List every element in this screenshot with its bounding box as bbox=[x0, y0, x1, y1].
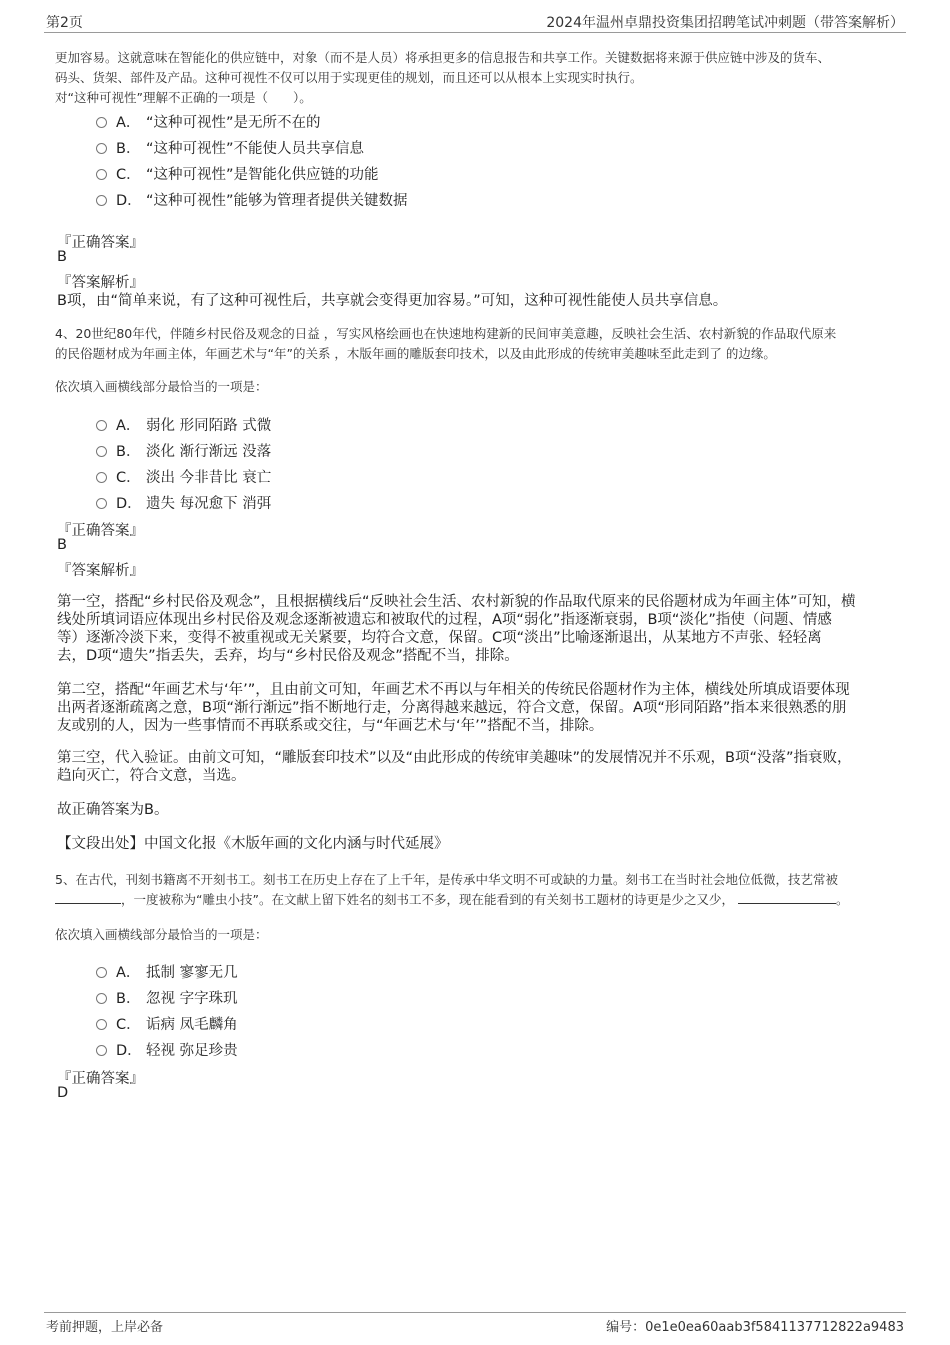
q3-answer: B bbox=[57, 249, 67, 265]
radio-icon[interactable] bbox=[96, 143, 107, 154]
q5-option-a[interactable]: A． 抵制 寥寥无几 bbox=[96, 961, 238, 981]
q4-stem-line-1: 4、20世纪80年代，伴随乡村民俗及观念的日益 ，写实风格绘画也在快速地构建新的民间审美意趣，反映社会生活、农村新貌的作品取代原来 bbox=[55, 326, 837, 341]
q4-answer-label: 『正确答案』 bbox=[57, 523, 144, 539]
page-footer bbox=[44, 1312, 906, 1335]
radio-icon[interactable] bbox=[96, 169, 107, 180]
q4-stem-line-2: 的民俗题材成为年画主体，年画艺术与“年”的关系 ，木版年画的雕版套印技术，以及由此形成的传统审美趣味至此走到了 的边缘。 bbox=[55, 346, 776, 361]
q4-analysis-label: 『答案解析』 bbox=[57, 563, 144, 579]
q5-prompt: 依次填入画横线部分最恰当的一项是： bbox=[55, 927, 268, 942]
radio-icon[interactable] bbox=[96, 117, 107, 128]
radio-icon[interactable] bbox=[96, 498, 107, 509]
q4-option-a[interactable]: A． 弱化 形同陌路 式微 bbox=[96, 414, 271, 434]
q3-option-c[interactable]: C． “这种可视性”是智能化供应链的功能 bbox=[96, 163, 379, 183]
q4-source: 【文段出处】中国文化报《木版年画的文化内涵与时代延展》 bbox=[57, 836, 449, 852]
q4-option-c[interactable]: C． 淡出 今非昔比 衰亡 bbox=[96, 466, 271, 486]
q3-analysis: B项，由“简单来说，有了这种可视性后，共享就会变得更加容易。”可知，这种可视性能使人员共享信息。 bbox=[57, 293, 728, 309]
q4-analysis-p3-line-2: 趋向灭亡，符合文意，当选。 bbox=[57, 768, 246, 784]
q5-option-d[interactable]: D． 轻视 弥足珍贵 bbox=[96, 1039, 238, 1059]
q5-answer-label: 『正确答案』 bbox=[57, 1071, 144, 1087]
radio-icon[interactable] bbox=[96, 993, 107, 1004]
radio-icon[interactable] bbox=[96, 472, 107, 483]
q4-analysis-p1-line-2: 线处所填词语应体现出乡村民俗及观念逐渐被遗忘和被取代的过程，A项“弱化”指逐渐衰弱，B项“淡化”指使（问题、情感 bbox=[57, 612, 832, 628]
q5-option-c[interactable]: C． 诟病 凤毛麟角 bbox=[96, 1013, 238, 1033]
q4-analysis-p3-line-1: 第三空，代入验证。由前文可知，“雕版套印技术”以及“由此形成的传统审美趣味”的发展情况并不乐观，B项“没落”指衰败， bbox=[57, 750, 852, 766]
q3-passage-line-2: 码头、货架、部件及产品。这种可视性不仅可以用于实现更佳的规划，而且还可以从根本上实现实时执行。 bbox=[55, 70, 643, 85]
q3-option-d[interactable]: D． “这种可视性”能够为管理者提供关键数据 bbox=[96, 189, 408, 209]
q5-answer: D bbox=[57, 1085, 69, 1101]
page-header bbox=[44, 12, 906, 33]
q5-stem-line-1: 5、在古代，刊刻书籍离不开刻书工。刻书工在历史上存在了上千年，是传承中华文明不可或缺的力量。刻书工在当时社会地位低微，技艺常被 bbox=[55, 872, 838, 887]
q4-analysis-p1-line-4: 去，D项“遗失”指丢失，丢弃，均与“乡村民俗及观念”搭配不当，排除。 bbox=[57, 648, 519, 664]
q3-option-b[interactable]: B． “这种可视性”不能使人员共享信息 bbox=[96, 137, 364, 157]
q4-analysis-p2-line-2: 出两者逐渐疏离之意，B项“渐行渐远”指不断地行走，分离得越来越远，符合文意，保留。A项“形同陌路”指本来很熟悉的朋 bbox=[57, 700, 847, 716]
q4-option-b[interactable]: B． 淡化 渐行渐远 没落 bbox=[96, 440, 271, 460]
q5-blank-1 bbox=[55, 891, 121, 904]
q4-answer: B bbox=[57, 537, 67, 553]
q4-analysis-p1-line-3: 等）逐渐冷淡下来，变得不被重视或无关紧要，均符合文意，保留。C项“淡出”比喻逐渐退出，从某地方不声张、轻轻离 bbox=[57, 630, 822, 646]
q5-blank-2 bbox=[738, 891, 836, 904]
q4-prompt: 依次填入画横线部分最恰当的一项是： bbox=[55, 379, 268, 394]
q3-analysis-label: 『答案解析』 bbox=[57, 275, 144, 291]
page-number: 第2页 bbox=[46, 15, 83, 31]
q3-passage-line-1: 更加容易。这就意味在智能化的供应链中，对象（而不是人员）将承担更多的信息报告和共享工作。关键数据将来源于供应链中涉及的货车、 bbox=[55, 50, 831, 65]
footer-slogan: 考前押题，上岸必备 bbox=[46, 1320, 164, 1335]
q5-option-b[interactable]: B． 忽视 字字珠玑 bbox=[96, 987, 238, 1007]
radio-icon[interactable] bbox=[96, 1019, 107, 1030]
document-title: 2024年温州卓鼎投资集团招聘笔试冲刺题（带答案解析） bbox=[546, 15, 904, 31]
footer-code: 编号：0e1e0ea60aab3f5841137712822a9483 bbox=[606, 1320, 904, 1335]
q4-analysis-p2-line-3: 友或别的人，因为一些事情而不再联系或交往，与“年画艺术与‘年’”搭配不当，排除。 bbox=[57, 718, 604, 734]
q4-analysis-p2-line-1: 第二空，搭配“年画艺术与‘年’”，且由前文可知，年画艺术不再以与年相关的传统民俗题材作为主体，横线处所填成语要体现 bbox=[57, 682, 850, 698]
q5-stem-line-2: ，一度被称为“雕虫小技”。在文献上留下姓名的刻书工不多，现在能看到的有关刻书工题材的诗更是少之又少， 。 bbox=[55, 890, 848, 910]
q4-option-d[interactable]: D． 遗失 每况愈下 消弭 bbox=[96, 492, 271, 512]
radio-icon[interactable] bbox=[96, 1045, 107, 1056]
q3-answer-label: 『正确答案』 bbox=[57, 235, 144, 251]
q3-option-a[interactable]: A． “这种可视性”是无所不在的 bbox=[96, 111, 321, 131]
q4-analysis-p1-line-1: 第一空，搭配“乡村民俗及观念”，且根据横线后“反映社会生活、农村新貌的作品取代原来的民俗题材成为年画主体”可知，横 bbox=[57, 594, 856, 610]
radio-icon[interactable] bbox=[96, 967, 107, 978]
radio-icon[interactable] bbox=[96, 420, 107, 431]
q3-stem: 对“这种可视性”理解不正确的一项是（ ）。 bbox=[55, 90, 312, 105]
radio-icon[interactable] bbox=[96, 195, 107, 206]
radio-icon[interactable] bbox=[96, 446, 107, 457]
q4-conclusion: 故正确答案为B。 bbox=[57, 802, 169, 818]
